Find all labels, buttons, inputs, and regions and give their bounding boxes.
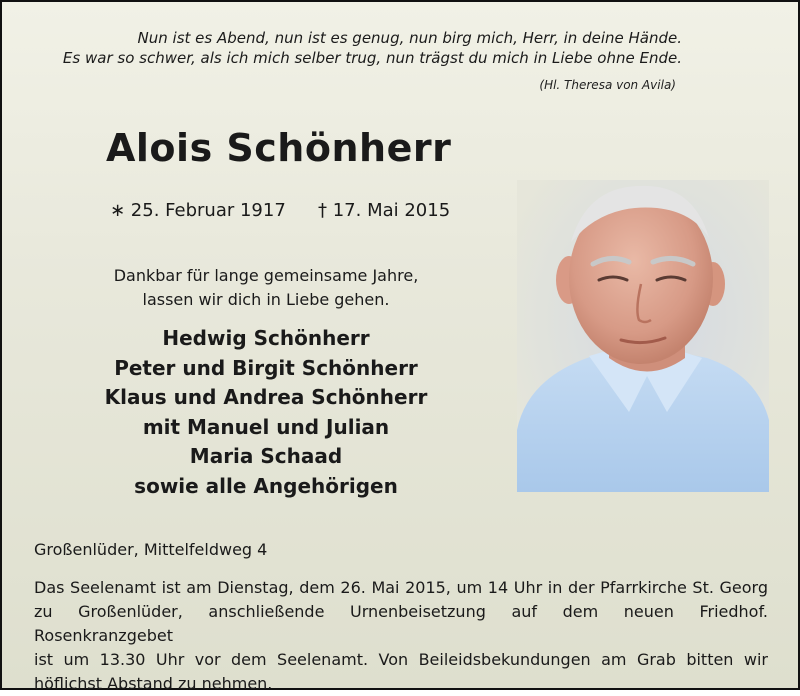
funeral-notice: [34, 576, 768, 696]
deceased-name: Alois Schönherr: [106, 126, 452, 170]
family-member: mit Manuel und Julian: [142, 414, 390, 439]
quote-line-1: Nun ist es Abend, nun ist es genug, nun birg mich, Herr, in deine Hände.: [137, 29, 682, 47]
family-member: Maria Schaad: [189, 444, 343, 468]
quote-source: (Hl. Theresa von Avila): [539, 78, 676, 92]
family-member: sowie alle Angehörigen: [134, 473, 398, 498]
thanks-line-1: Dankbar für lange gemeinsame Jahre,: [113, 266, 419, 285]
quote-block: [42, 28, 682, 68]
family-member: Peter und Birgit Schönherr: [114, 355, 418, 380]
family-list: [66, 324, 466, 501]
address: Großenlüder, Mittelfeldweg 4: [34, 540, 268, 559]
notice-line-4: höflichst Abstand zu nehmen.: [34, 674, 273, 693]
portrait-illustration: [517, 180, 769, 492]
thanks-line-2: lassen wir dich in Liebe gehen.: [142, 290, 390, 309]
quote-line-2: Es war so schwer, als ich mich selber trug, nun trägst du mich in Liebe ohne Ende.: [62, 49, 682, 67]
family-member: Hedwig Schönherr: [162, 326, 370, 350]
thanks-text: [66, 264, 466, 312]
notice-line-2: zu Großenlüder, anschließende Urnenbeisetzung auf dem neuen Friedhof. Rosenkranzgebet: [34, 602, 768, 645]
birth-date: ∗ 25. Februar 1917: [110, 200, 286, 221]
notice-line-1: Das Seelenamt ist am Dienstag, dem 26. Mai 2015, um 14 Uhr in der Pfarrkirche St. Georg: [34, 578, 768, 597]
notice-line-3: ist um 13.30 Uhr vor dem Seelenamt. Von Beileidsbekundungen am Grab bitten wir: [34, 650, 768, 669]
death-date: † 17. Mai 2015: [318, 200, 451, 221]
family-member: Klaus und Andrea Schönherr: [104, 385, 428, 409]
portrait-photo: [517, 180, 769, 492]
